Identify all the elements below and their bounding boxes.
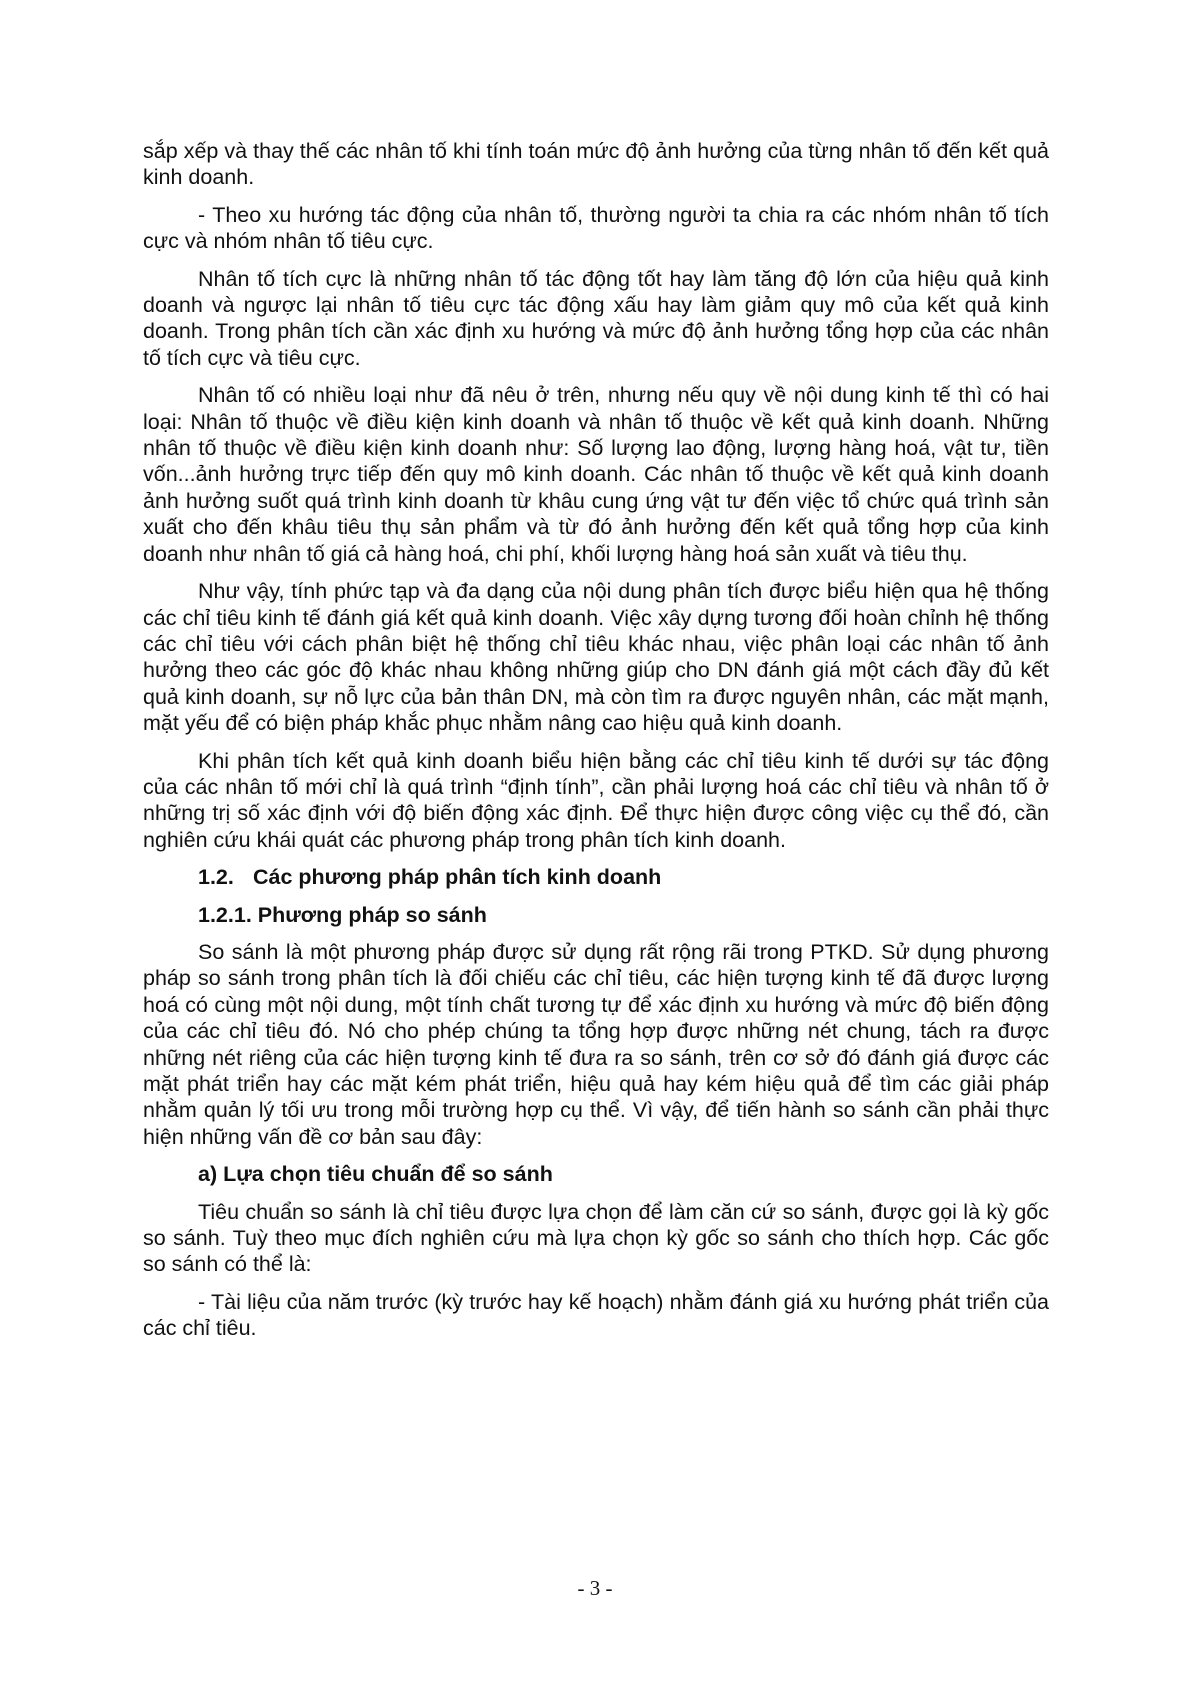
paragraph-previous-year-data: - Tài liệu của năm trước (kỳ trước hay kế hoạch) nhằm đánh giá xu hướng phát triển của các chỉ tiêu.	[143, 1289, 1049, 1341]
paragraph-positive-factors: Nhân tố tích cực là những nhân tố tác động tốt hay làm tăng độ lớn của hiệu quả kinh doanh và ngược lại nhân tố tiêu cực tác động xấu hay làm giảm quy mô của kết quả kinh doanh. Trong phân tích cần xác định xu hướng và mức độ ảnh hưởng tổng hợp của các nhân tố tích cực và tiêu cực.	[143, 266, 1049, 370]
paragraph-comparison-method: So sánh là một phương pháp được sử dụng rất rộng rãi trong PTKD. Sử dụng phương pháp so sánh trong phân tích là đối chiếu các chỉ tiêu, các hiện tượng kinh tế đã được lượng hoá có cùng một nội dung, một tính chất tương tự để xác định xu hướng và mức độ biến động của các chỉ tiêu đó. Nó cho phép chúng ta tổng hợp được những nét chung, tách ra được những nét riêng của các hiện tượng kinh tế đưa ra so sánh, trên cơ sở đó đánh giá được các mặt phát triển hay các mặt kém phát triển, hiệu quả hay kém hiệu quả để tìm các giải pháp nhằm quản lý tối ưu trong mỗi trường hợp cụ thể. Vì vậy, để tiến hành so sánh cần phải thực hiện những vấn đề cơ bản sau đây:	[143, 939, 1049, 1149]
document-page	[143, 138, 1049, 1353]
section-heading-1-2	[143, 864, 1049, 890]
paragraph-factor-types: Nhân tố có nhiều loại như đã nêu ở trên, nhưng nếu quy về nội dung kinh tế thì có hai loại: Nhân tố thuộc về điều kiện kinh doanh và nhân tố thuộc về kết quả kinh doanh. Những nhân tố thuộc về điều kiện kinh doanh như: Số lượng lao động, lượng hàng hoá, vật tư, tiền vốn...ảnh hưởng trực tiếp đến quy mô kinh doanh. Các nhân tố thuộc về kết quả kinh doanh ảnh hưởng suốt quá trình kinh doanh từ khâu cung ứng vật tư đến việc tổ chức quá trình sản xuất cho đến khâu tiêu thụ sản phẩm và từ đó ảnh hưởng đến kết quả tổng hợp của kinh doanh như nhân tố giá cả hàng hoá, chi phí, khối lượng hàng hoá sản xuất và tiêu thụ.	[143, 383, 1049, 566]
subsection-heading-a: a) Lựa chọn tiêu chuẩn để so sánh	[198, 1162, 553, 1187]
section-heading-1-2-1: 1.2.1. Phương pháp so sánh	[198, 902, 487, 927]
paragraph-continuation: sắp xếp và thay thế các nhân tố khi tính toán mức độ ảnh hưởng của từng nhân tố đến kết quả kinh doanh.	[143, 139, 1049, 190]
paragraph-complexity: Như vậy, tính phức tạp và đa dạng của nội dung phân tích được biểu hiện qua hệ thống các chỉ tiêu kinh tế đánh giá kết quả kinh doanh. Việc xây dựng tương đối hoàn chỉnh hệ thống các chỉ tiêu với cách phân biệt hệ thống chỉ tiêu khác nhau, việc phân loại các nhân tố ảnh hưởng theo các góc độ khác nhau không những giúp cho DN đánh giá một cách đầy đủ kết quả kinh doanh, sự nỗ lực của bản thân DN, mà còn tìm ra được nguyên nhân, các mặt mạnh, mặt yếu để có biện pháp khắc phục nhằm nâng cao hiệu quả kinh doanh.	[143, 579, 1049, 736]
page-number: - 3 -	[577, 1576, 613, 1600]
paragraph-factor-trend: - Theo xu hướng tác động của nhân tố, thường người ta chia ra các nhóm nhân tố tích cực và nhóm nhân tố tiêu cực.	[143, 202, 1049, 254]
section-title: Các phương pháp phân tích kinh doanh	[253, 865, 662, 890]
section-number: 1.2.	[198, 865, 234, 890]
paragraph-quantification: Khi phân tích kết quả kinh doanh biểu hiện bằng các chỉ tiêu kinh tế dưới sự tác động của các nhân tố mới chỉ là quá trình “định tính”, cần phải lượng hoá các chỉ tiêu và nhân tố ở những trị số xác định với độ biến động xác định. Để thực hiện được công việc cụ thể đó, cần nghiên cứu khái quát các phương pháp trong phân tích kinh doanh.	[143, 748, 1049, 852]
paragraph-comparison-standard: Tiêu chuẩn so sánh là chỉ tiêu được lựa chọn để làm căn cứ so sánh, được gọi là kỳ gốc so sánh. Tuỳ theo mục đích nghiên cứu mà lựa chọn kỳ gốc so sánh cho thích hợp. Các gốc so sánh có thể là:	[143, 1199, 1049, 1277]
